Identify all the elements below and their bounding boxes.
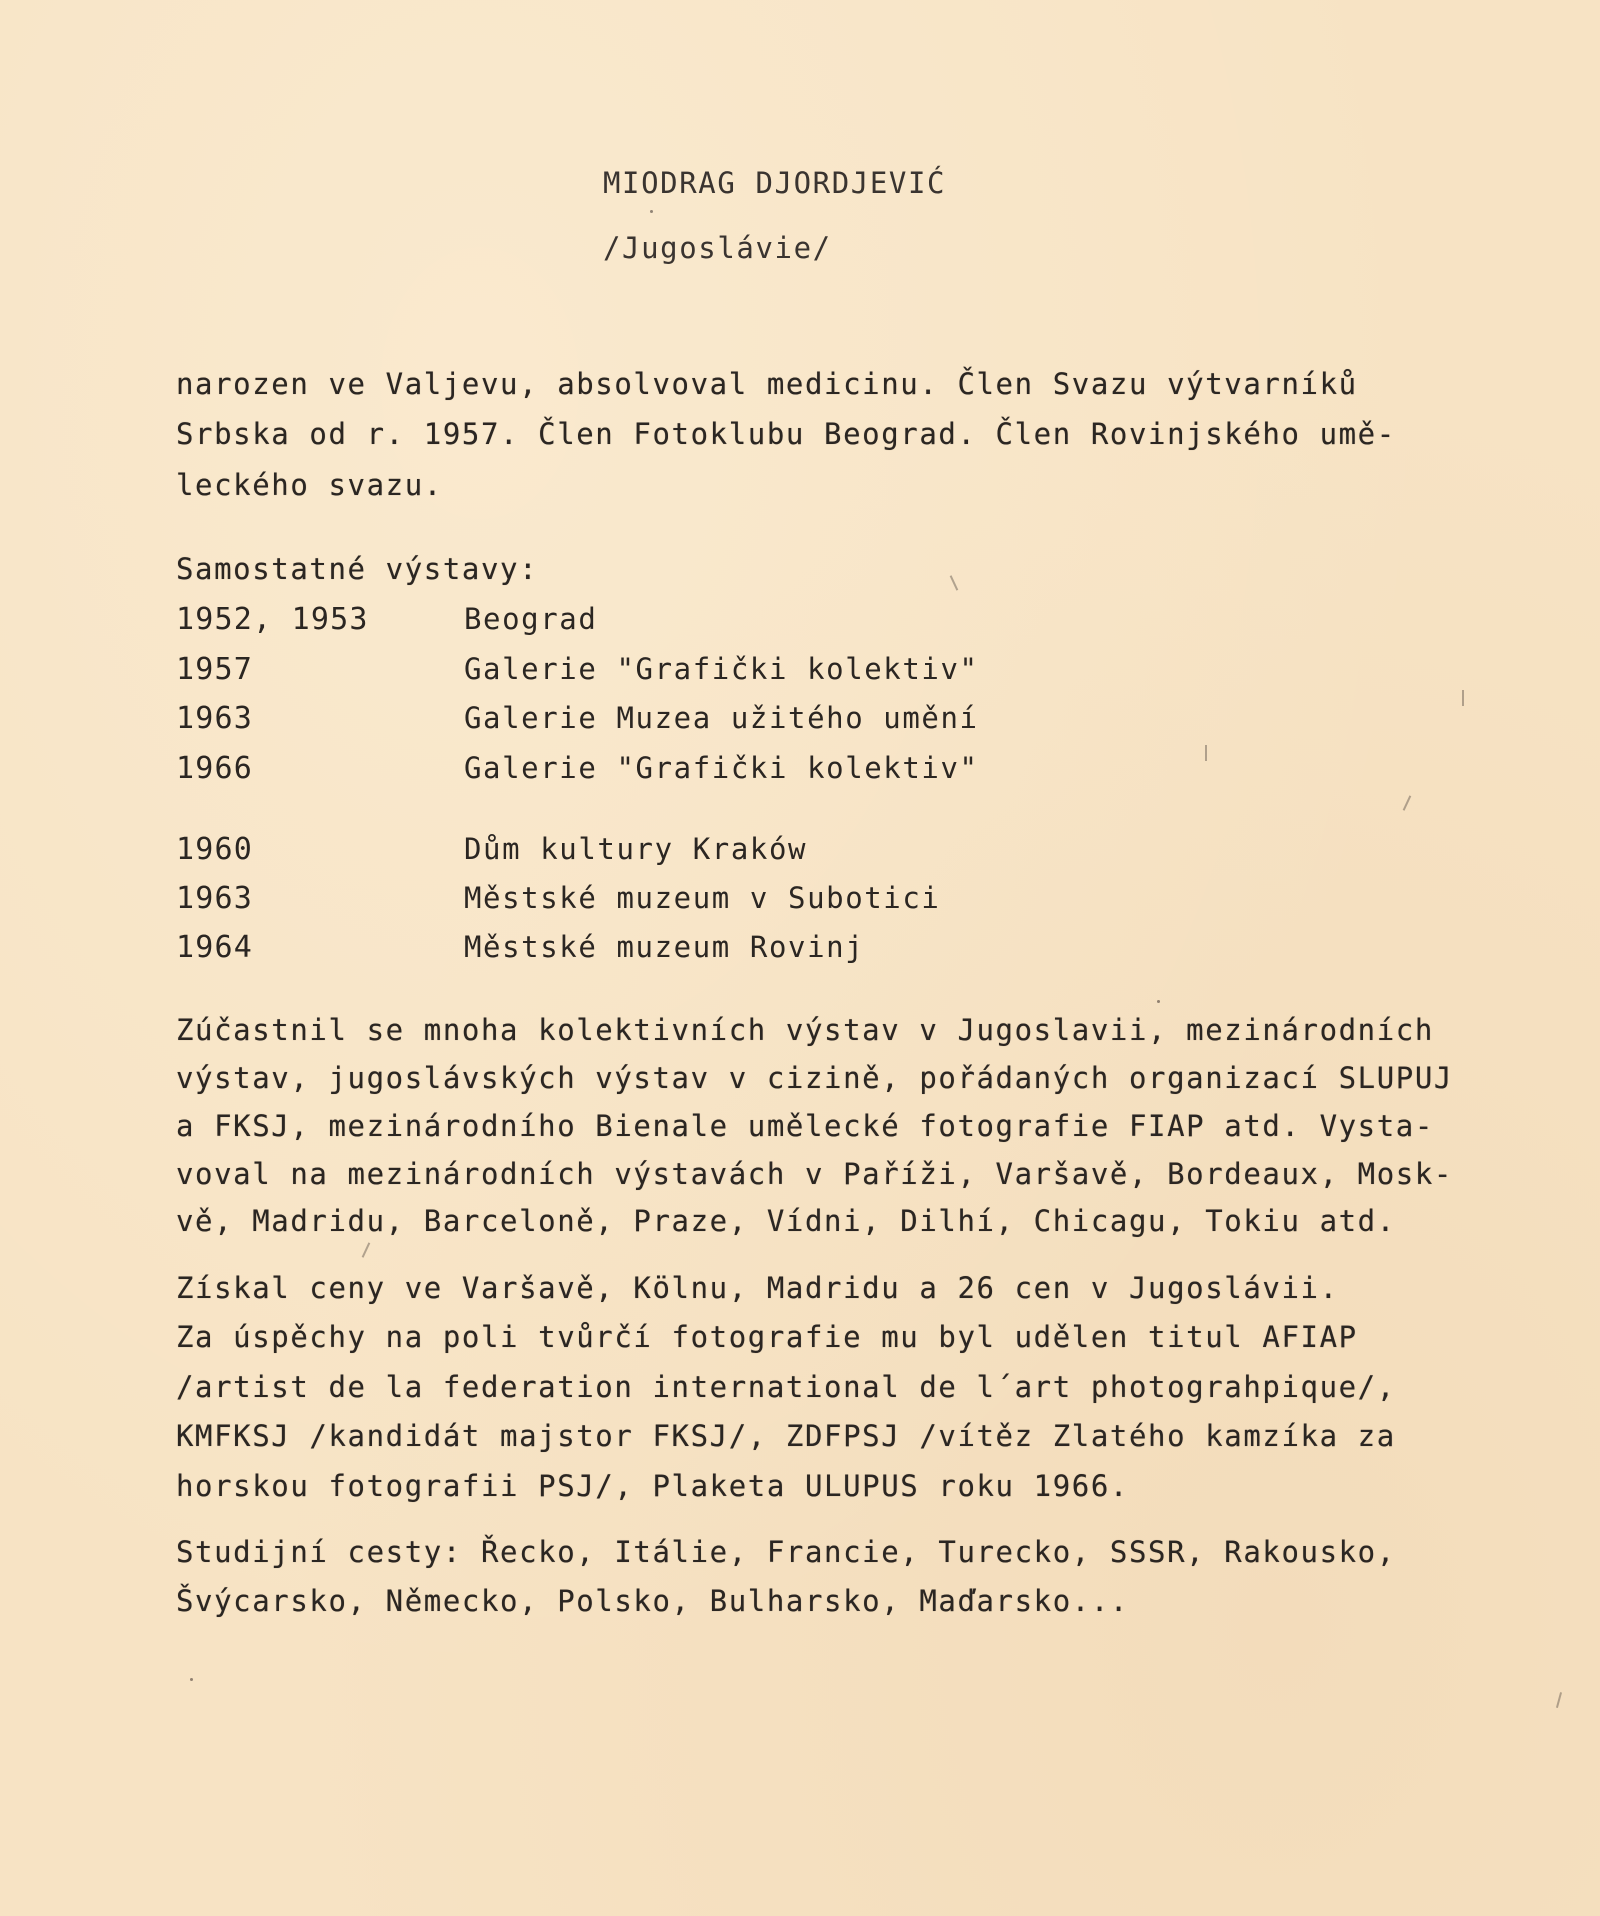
exhibition-row [176,881,1476,917]
awards-line: Za úspěchy na poli tvůrčí fotografie mu byl udělen titul AFIAP [176,1320,1358,1354]
country: /Jugoslávie/ [603,231,832,265]
travels-line: Studijní cesty: Řecko, Itálie, Francie, Turecko, SSSR, Rakousko, [176,1535,1396,1569]
paper-mark [362,1242,370,1257]
paper-mark [1403,795,1411,810]
bio-line: Srbska od r. 1957. Člen Fotoklubu Beograd. Člen Rovinjského umě- [176,417,1396,451]
exhibition-place: Městské muzeum Rovinj [464,930,865,964]
exhibition-year: 1960 [176,832,254,867]
bio-line: narozen ve Valjevu, absolvoval medicinu. Člen Svazu výtvarníků [176,367,1358,401]
exhibition-year: 1957 [176,652,254,687]
exhibition-year: 1963 [176,701,254,736]
paper-speck [190,1678,193,1681]
exhibition-row [176,751,1476,787]
participation-line: voval na mezinárodních výstavách v Paříži, Varšavě, Bordeaux, Mosk- [176,1157,1453,1191]
paper-mark [1556,1692,1562,1708]
paper-mark [950,575,958,590]
travels-line: Švýcarsko, Německo, Polsko, Bulharsko, Maďarsko... [176,1584,1129,1618]
paper-speck [1157,1000,1160,1003]
bio-line: leckého svazu. [176,468,443,502]
solo-exhibitions-heading: Samostatné výstavy: [176,552,539,586]
participation-line: vě, Madridu, Barceloně, Praze, Vídni, Dilhí, Chicagu, Tokiu atd. [176,1204,1396,1238]
exhibition-row [176,930,1476,966]
exhibition-place: Dům kultury Kraków [464,832,808,866]
paper-mark [1462,690,1464,706]
exhibition-row [176,832,1476,868]
exhibition-row [176,602,1476,638]
awards-line: horskou fotografii PSJ/, Plaketa ULUPUS roku 1966. [176,1469,1129,1503]
exhibition-place: Městské muzeum v Subotici [464,881,941,915]
participation-line: výstav, jugoslávských výstav v cizině, pořádaných organizací SLUPUJ [176,1061,1453,1095]
awards-line: /artist de la federation international de l´art photograhpique/, [176,1370,1396,1404]
exhibition-year: 1963 [176,881,254,916]
exhibition-place: Galerie "Grafički kolektiv" [464,751,979,785]
participation-line: Zúčastnil se mnoha kolektivních výstav v Jugoslavii, mezinárodních [176,1013,1434,1047]
exhibition-year: 1964 [176,930,254,965]
exhibition-place: Galerie Muzea užitého umění [464,701,979,735]
exhibition-year: 1952, 1953 [176,602,369,637]
participation-line: a FKSJ, mezinárodního Bienale umělecké fotografie FIAP atd. Vysta- [176,1109,1434,1143]
paper-mark [1205,745,1207,761]
exhibition-row [176,652,1476,688]
awards-line: KMFKSJ /kandidát majstor FKSJ/, ZDFPSJ /vítěz Zlatého kamzíka za [176,1419,1396,1453]
exhibition-year: 1966 [176,751,254,786]
exhibition-place: Galerie "Grafički kolektiv" [464,652,979,686]
person-name: MIODRAG DJORDJEVIĆ [603,166,947,200]
awards-line: Získal ceny ve Varšavě, Kölnu, Madridu a 26 cen v Jugoslávii. [176,1271,1339,1305]
exhibition-place: Beograd [464,602,598,636]
exhibition-row [176,701,1476,737]
paper-speck [650,210,653,213]
